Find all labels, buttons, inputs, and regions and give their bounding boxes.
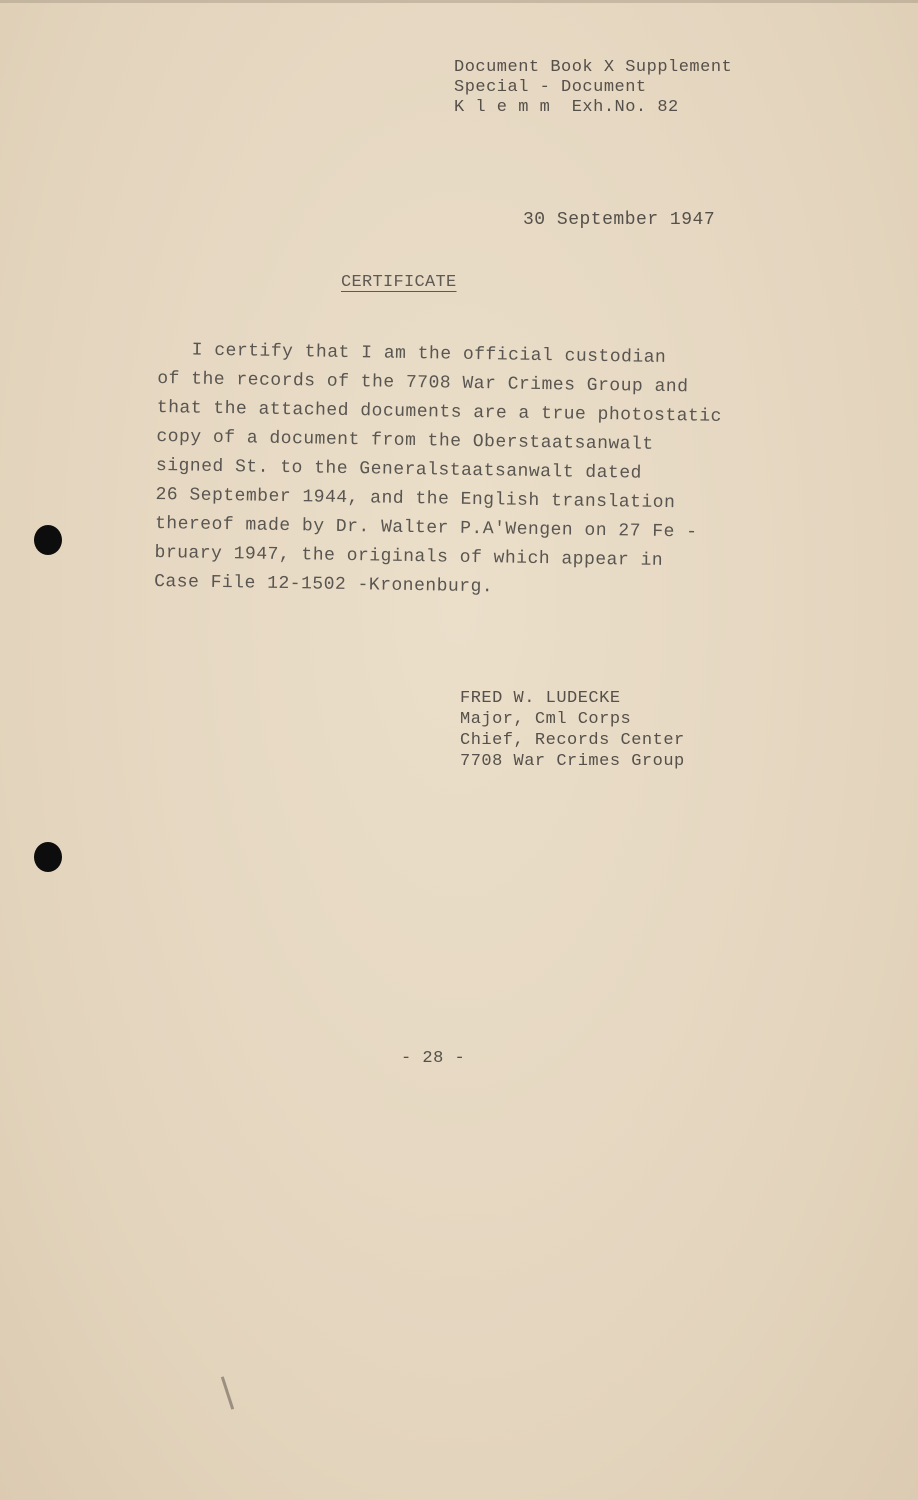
page-top-edge <box>0 0 918 3</box>
document-reference-block <box>454 58 732 118</box>
body-line: copy of a document from the Oberstaatsanwalt <box>156 426 654 455</box>
body-line: bruary 1947, the originals of which appear in <box>154 542 664 571</box>
signatory-unit: 7708 War Crimes Group <box>460 752 685 771</box>
reference-line-1: Document Book X Supplement <box>454 58 733 77</box>
reference-line-3: K l e m m Exh.No. 82 <box>454 98 679 117</box>
punch-hole <box>34 842 62 872</box>
punch-hole <box>34 525 62 555</box>
reference-line-2: Special - Document <box>454 78 647 97</box>
document-date: 30 September 1947 <box>523 210 716 230</box>
body-line: thereof made by Dr. Walter P.A'Wengen on 27 Fe - <box>154 513 698 543</box>
signatory-name: FRED W. LUDECKE <box>460 689 621 708</box>
document-title: CERTIFICATE <box>341 273 457 292</box>
signatory-position: Chief, Records Center <box>460 731 685 750</box>
certificate-body <box>154 336 778 607</box>
signature-block <box>460 688 685 772</box>
body-line: that the attached documents are a true photostatic <box>156 397 723 427</box>
signatory-rank: Major, Cml Corps <box>460 710 632 729</box>
pencil-mark <box>221 1376 234 1409</box>
body-line: Case File 12-1502 -Kronenburg. <box>153 571 494 598</box>
body-line: signed St. to the Generalstaatsanwalt dated <box>155 455 643 484</box>
page-number: - 28 - <box>401 1049 466 1068</box>
body-line: I certify that I am the official custodian <box>157 339 667 368</box>
body-line: of the records of the 7708 War Crimes Group and <box>157 368 689 398</box>
body-line: 26 September 1944, and the English translation <box>155 484 676 514</box>
